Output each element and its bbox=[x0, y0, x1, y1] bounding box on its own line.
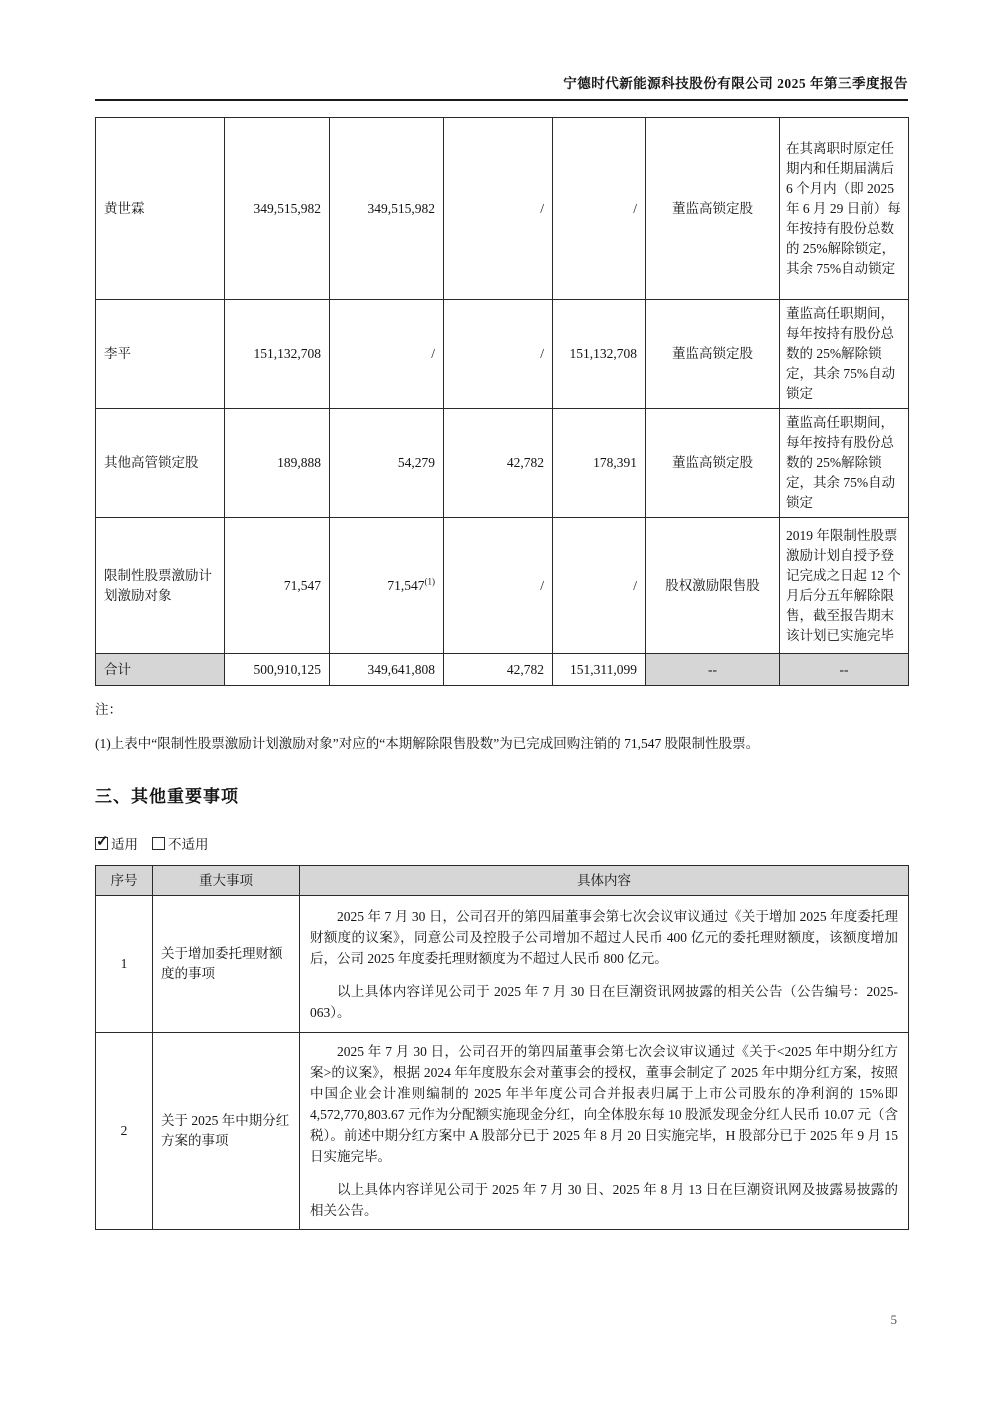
released-shares-cell: 71,547$^{(1)}$ bbox=[330, 518, 444, 654]
notes-label: 注： bbox=[95, 702, 122, 717]
applicable-option[interactable] bbox=[95, 833, 138, 853]
total-desc-cell: -- bbox=[780, 654, 909, 686]
released-shares-cell: 349,515,982 bbox=[330, 118, 444, 300]
closing-shares-cell: 178,391 bbox=[553, 409, 646, 518]
important-matters-table bbox=[95, 865, 909, 1230]
added-shares-cell: / bbox=[444, 300, 553, 409]
table-header-row bbox=[96, 866, 909, 896]
not-applicable-option[interactable] bbox=[152, 833, 209, 853]
table-row bbox=[96, 518, 909, 654]
total-reason-cell: -- bbox=[646, 654, 780, 686]
total-added-cell: 42,782 bbox=[444, 654, 553, 686]
added-shares-cell: / bbox=[444, 518, 553, 654]
total-row bbox=[96, 654, 909, 686]
release-schedule-cell: 2019 年限制性股票激励计划自授予登记完成之日起 12 个月后分五年解除限售，截至报告期末该计划已实施完毕 bbox=[780, 518, 909, 654]
matter-no-cell: 2 bbox=[96, 1033, 153, 1230]
opening-shares-cell: 71,547 bbox=[225, 518, 330, 654]
restricted-shares-table bbox=[95, 117, 909, 686]
total-closing-cell: 151,311,099 bbox=[553, 654, 646, 686]
added-shares-cell: / bbox=[444, 118, 553, 300]
document-header-title: 宁德时代新能源科技股份有限公司 2025 年第三季度报告 bbox=[563, 76, 908, 91]
detail-paragraph: 2025 年 7 月 30 日，公司召开的第四届董事会第七次会议审议通过《关于<2025 年中期分红方案>的议案》，根据 2024 年年度股东会对董事会的授权，董事会制定了 2025 年中期分红方案，按照中国企业会计准则编制的 2025 年半年度公司合并报表归属于上市公司股东的净利润的 15%即 4,572,770,803.67 元作为分配额实施现金分红，向全体股东每 10 股派发现金分红人民币 10.07 元（含税）。前述中期分红方案中 A 股部分已于 2025 年 8 月 20 日实施完毕，H 股部分已于 2025 年 9 月 15 日实施完毕。 bbox=[310, 1044, 898, 1164]
release-schedule-cell: 董监高任职期间，每年按持有股份总数的 25%解除锁定，其余 75%自动锁定 bbox=[780, 300, 909, 409]
applicable-label: 适用 bbox=[111, 837, 138, 852]
lockup-reason-cell: 董监高锁定股 bbox=[646, 409, 780, 518]
header-divider bbox=[95, 99, 908, 101]
released-shares-cell: 54,279 bbox=[330, 409, 444, 518]
detail-paragraph: 以上具体内容详见公司于 2025 年 7 月 30 日、2025 年 8 月 13 日在巨潮资讯网及披露易披露的相关公告。 bbox=[310, 1182, 898, 1218]
page-number: 5 bbox=[890, 1312, 897, 1327]
closing-shares-cell: 151,132,708 bbox=[553, 300, 646, 409]
holder-name-cell: 黄世霖 bbox=[96, 118, 225, 300]
footnote-1: (1)上表中“限制性股票激励计划激励对象”对应的“本期解除限售股数”为已完成回购注销的 71,547 股限制性股票。 bbox=[95, 736, 760, 751]
holder-name-cell: 限制性股票激励计划激励对象 bbox=[96, 518, 225, 654]
released-shares-cell: / bbox=[330, 300, 444, 409]
section-title: 三、其他重要事项 bbox=[95, 787, 239, 806]
total-label-cell: 合计 bbox=[96, 654, 225, 686]
lockup-reason-cell: 董监高锁定股 bbox=[646, 118, 780, 300]
opening-shares-cell: 189,888 bbox=[225, 409, 330, 518]
checked-checkbox-icon[interactable] bbox=[95, 837, 108, 850]
matter-title-cell: 关于增加委托理财额度的事项 bbox=[153, 896, 300, 1033]
detail-paragraph: 2025 年 7 月 30 日，公司召开的第四届董事会第七次会议审议通过《关于增加 2025 年度委托理财额度的议案》，同意公司及控股子公司增加不超过人民币 400 亿元的委托理财额度，该额度增加后，公司 2025 年度委托理财额度为不超过人民币 800 亿元。 bbox=[310, 908, 898, 966]
table-row bbox=[96, 300, 909, 409]
opening-shares-cell: 151,132,708 bbox=[225, 300, 330, 409]
release-schedule-cell: 在其离职时原定任期内和任期届满后 6 个月内（即 2025 年 6 月 29 日前）每年按持有股份总数的 25%解除锁定，其余 75%自动锁定 bbox=[780, 118, 909, 300]
unchecked-checkbox-icon[interactable] bbox=[152, 837, 165, 850]
holder-name-cell: 其他高管锁定股 bbox=[96, 409, 225, 518]
total-opening-cell: 500,910,125 bbox=[225, 654, 330, 686]
header-no: 序号 bbox=[96, 866, 153, 896]
table-row bbox=[96, 409, 909, 518]
closing-shares-cell: / bbox=[553, 118, 646, 300]
matter-detail-cell bbox=[300, 1033, 909, 1230]
applicability-row bbox=[95, 833, 908, 853]
opening-shares-cell: 349,515,982 bbox=[225, 118, 330, 300]
lockup-reason-cell: 董监高锁定股 bbox=[646, 300, 780, 409]
lockup-reason-cell: 股权激励限售股 bbox=[646, 518, 780, 654]
detail-paragraph: 以上具体内容详见公司于 2025 年 7 月 30 日在巨潮资讯网披露的相关公告（公告编号：2025-063）。 bbox=[310, 983, 898, 1020]
header-detail: 具体内容 bbox=[300, 866, 909, 896]
matter-title-cell: 关于 2025 年中期分红方案的事项 bbox=[153, 1033, 300, 1230]
header-matter: 重大事项 bbox=[153, 866, 300, 896]
matter-detail-cell bbox=[300, 896, 909, 1033]
closing-shares-cell: / bbox=[553, 518, 646, 654]
matter-no-cell: 1 bbox=[96, 896, 153, 1033]
table-row bbox=[96, 1033, 909, 1230]
total-released-cell: 349,641,808 bbox=[330, 654, 444, 686]
footnote-marker: (1) bbox=[424, 576, 435, 586]
table-row bbox=[96, 118, 909, 300]
not-applicable-label: 不适用 bbox=[168, 837, 209, 852]
release-schedule-cell: 董监高任职期间，每年按持有股份总数的 25%解除锁定，其余 75%自动锁定 bbox=[780, 409, 909, 518]
holder-name-cell: 李平 bbox=[96, 300, 225, 409]
table-row bbox=[96, 896, 909, 1033]
added-shares-cell: 42,782 bbox=[444, 409, 553, 518]
